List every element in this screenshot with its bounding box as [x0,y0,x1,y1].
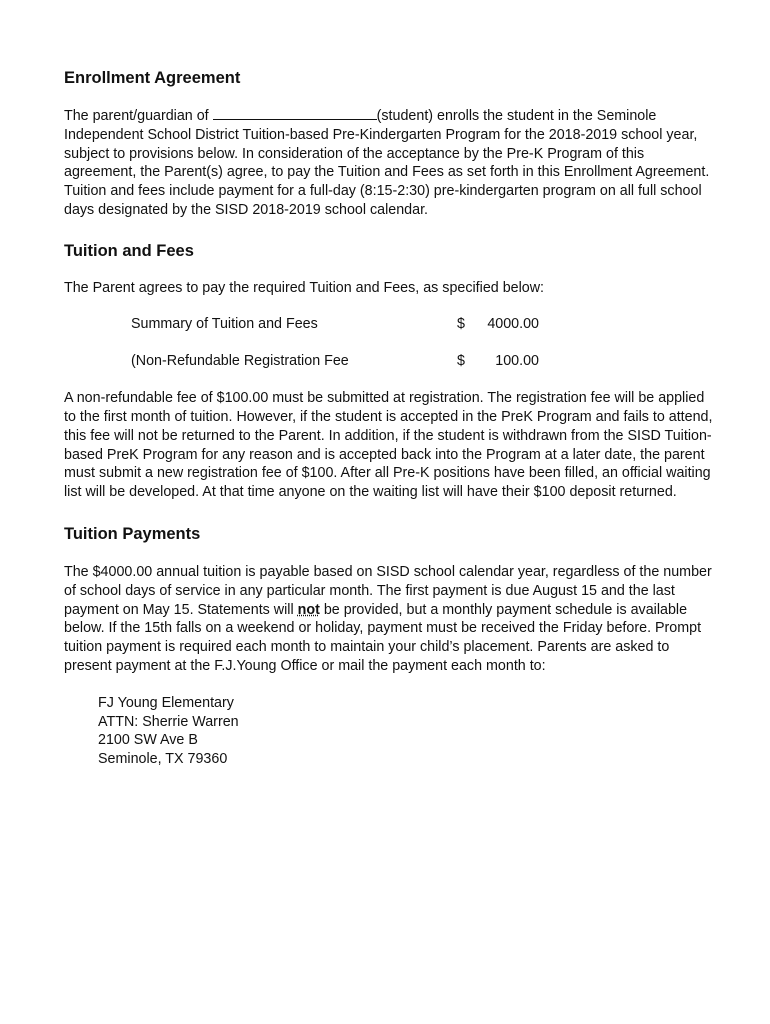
enrollment-paragraph [64,107,714,220]
mailing-address [98,694,714,769]
fee-value: 4000.00 [487,315,539,332]
document-page [64,62,714,769]
enrollment-heading: Enrollment Agreement [64,69,241,87]
fee-amount [457,352,539,371]
student-name-blank[interactable] [213,107,377,120]
fee-value: 100.00 [495,353,539,370]
fee-currency: $ [457,315,465,332]
payments-text-post: be provided, but a monthly payment schedule is available below. If the 15th falls on a weekend or holiday, payment must be received the Friday before. Prompt tuition payment is required each month to maintain your child’s placement. Parents are asked to present payment at the F.J.Young Office or mail the payment each month to: [64,601,702,674]
fee-table [131,315,539,372]
address-line-city: Seminole, TX 79360 [98,751,228,768]
fee-currency: $ [457,353,465,370]
tuition-fees-heading: Tuition and Fees [64,241,194,260]
fee-amount [457,315,539,334]
enrollment-text-post: (student) enrolls the student in the Seminole Independent School District Tuition-based Pre-Kindergarten Program for the 2018-2019 school year, subject to provisions below. In consideration of the acceptance by the Pre-K Program of this agreement, the Parent(s) agree, to pay the Tuition and Fees as set forth in this Enrollment Agreement. Tuition and fees include payment for a full-day (8:15-2:30) pre-kindergarten program on all full school days designated by the SISD 2018-2019 school calendar. [64,108,710,218]
nonrefundable-fee-paragraph: A non-refundable fee of $100.00 must be submitted at registration. The registration fee will be applied to the first month of tuition. However, if the student is accepted in the PreK Program and fails to attend, this fee will not be returned to the Parent. In addition, if the student is withdrawn from the SISD Tuition-based PreK Program for any reason and is accepted back into the Program at a later date, the parent must submit a new registration fee of $100. After all Pre-K positions have been filled, an official waiting list will be developed. At that time anyone on the waiting list will have their $100 deposit returned. [64,390,713,501]
fee-row-summary [131,315,539,334]
address-line-attn: ATTN: Sherrie Warren [98,713,239,730]
enrollment-text-pre: The parent/guardian of [64,108,213,124]
tuition-fees-intro: The Parent agrees to pay the required Tuition and Fees, as specified below: [64,279,545,296]
fee-label: (Non-Refundable Registration Fee [131,353,349,370]
fee-row-registration [131,352,539,371]
address-line-street: 2100 SW Ave B [98,732,198,749]
tuition-payments-heading: Tuition Payments [64,524,201,543]
fee-label: Summary of Tuition and Fees [131,315,318,332]
address-line-school: FJ Young Elementary [98,694,234,711]
tuition-payments-paragraph [64,563,714,676]
payments-text-emphasis: not [297,601,320,618]
payments-text-pre: The $4000.00 annual tuition is payable based on SISD school calendar year, regardless of the number of school days of service in any particular month. The first payment is due August 15 and the last payment on May 15. Statements will [64,563,712,618]
